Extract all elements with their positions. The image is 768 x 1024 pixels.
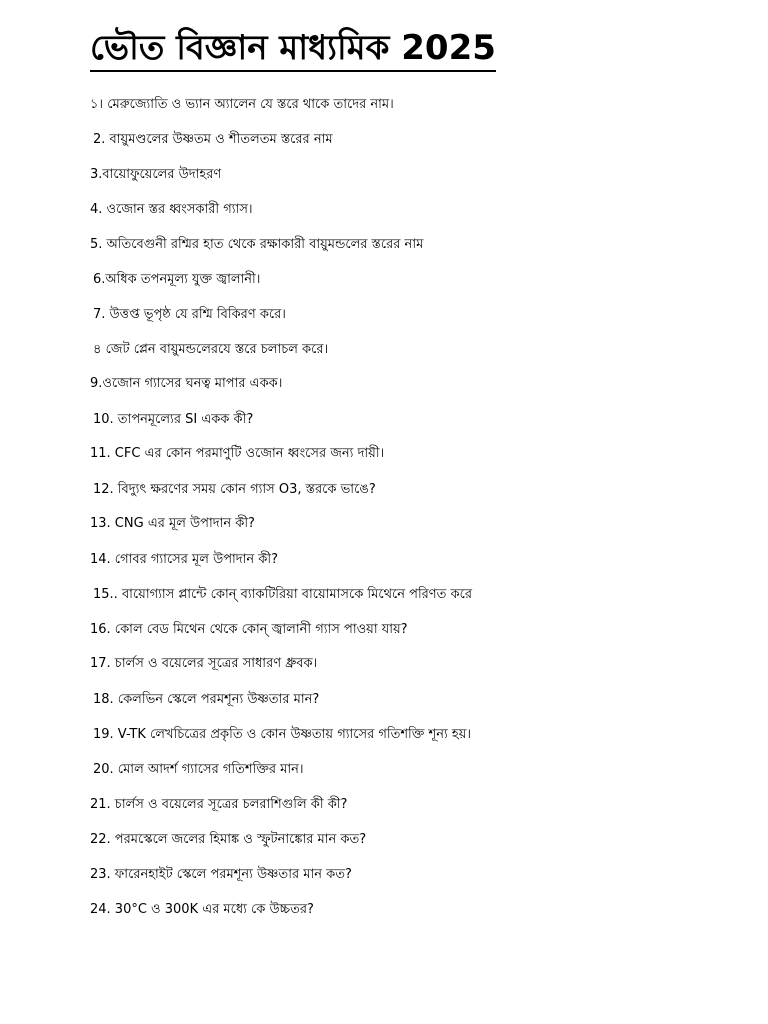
question-item: 16. কোল বেড মিথেন থেকে কোন্ জ্বালানী গ্যাস পাওয়া যায়? <box>90 622 408 637</box>
question-item: 2. বায়ুমণ্ডলের উষ্ণতম ও শীতলতম স্তরের নাম <box>93 132 333 147</box>
question-item: 13. CNG এর মূল উপাদান কী? <box>90 516 255 531</box>
question-item: 3.বায়োফুয়েলের উদাহরণ <box>90 167 222 182</box>
question-item: 24. 30°C ও 300K এর মধ্যে কে উচ্চতর? <box>90 902 314 917</box>
question-item: 15.. বায়োগ্যাস প্লান্টে কোন্ ব্যাকটিরিয়া বায়োমাসকে মিথেনে পরিণত করে <box>93 587 473 602</box>
question-item: 14. গোবর গ্যাসের মূল উপাদান কী? <box>90 552 279 567</box>
question-item: 21. চার্লস ও বয়েলের সূত্রের চলরাশিগুলি কী কী? <box>90 797 348 812</box>
question-item: 23. ফারেনহাইট স্কেলে পরমশূন্য উষ্ণতার মান কত? <box>90 867 352 882</box>
question-item: 7. উত্তপ্ত ভূপৃষ্ঠ যে রশ্মি বিকিরণ করে। <box>93 307 286 322</box>
document-title: ভৌত বিজ্ঞান মাধ্যমিক 2025 <box>90 26 496 72</box>
question-item: 9.ওজোন গ্যাসের ঘনত্ব মাপার একক। <box>90 376 283 391</box>
question-item: 18. কেলভিন স্কেলে পরমশূন্য উষ্ণতার মান? <box>93 692 320 707</box>
question-item: ১। মেরুজ্যোতি ও ভ্যান অ্যালেন যে স্তরে থাকে তাদের নাম। <box>90 97 394 112</box>
question-item: 22. পরমস্কেলে জলের হিমাঙ্ক ও স্ফুটনাঙ্কোর মান কত? <box>90 832 367 847</box>
question-item: 20. মোল আদর্শ গ্যাসের গতিশক্তির মান। <box>93 762 304 777</box>
question-item: 5. অতিবেগুনী রশ্মির হাত থেকে রক্ষাকারী বায়ুমন্ডলের স্তরের নাম <box>90 237 424 252</box>
question-item: 19. V-TK লেখচিত্রের প্রকৃতি ও কোন উষ্ণতায় গ্যাসের গতিশক্তি শূন্য হয়। <box>93 727 472 742</box>
question-item: 17. চার্লস ও বয়েলের সূত্রের সাধারণ ধ্রুবক। <box>90 656 318 671</box>
question-item: 11. CFC এর কোন পরমাণুটি ওজোন ধ্বংসের জন্য দায়ী। <box>90 446 385 461</box>
question-item: 4. ওজোন স্তর ধ্বংসকারী গ্যাস। <box>90 202 253 217</box>
question-item: ৪ জেট প্লেন বায়ুমন্ডলেরযে স্তরে চলাচল করে। <box>93 342 329 357</box>
question-item: 6.অধিক তপনমূল্য যুক্ত জ্বালানী। <box>93 272 261 287</box>
question-item: 12. বিদ্যুৎ ক্ষরণের সময় কোন গ্যাস O3, স্তরকে ভাঙে? <box>93 482 376 497</box>
question-item: 10. তাপনমূল্যের SI একক কী? <box>93 412 254 427</box>
